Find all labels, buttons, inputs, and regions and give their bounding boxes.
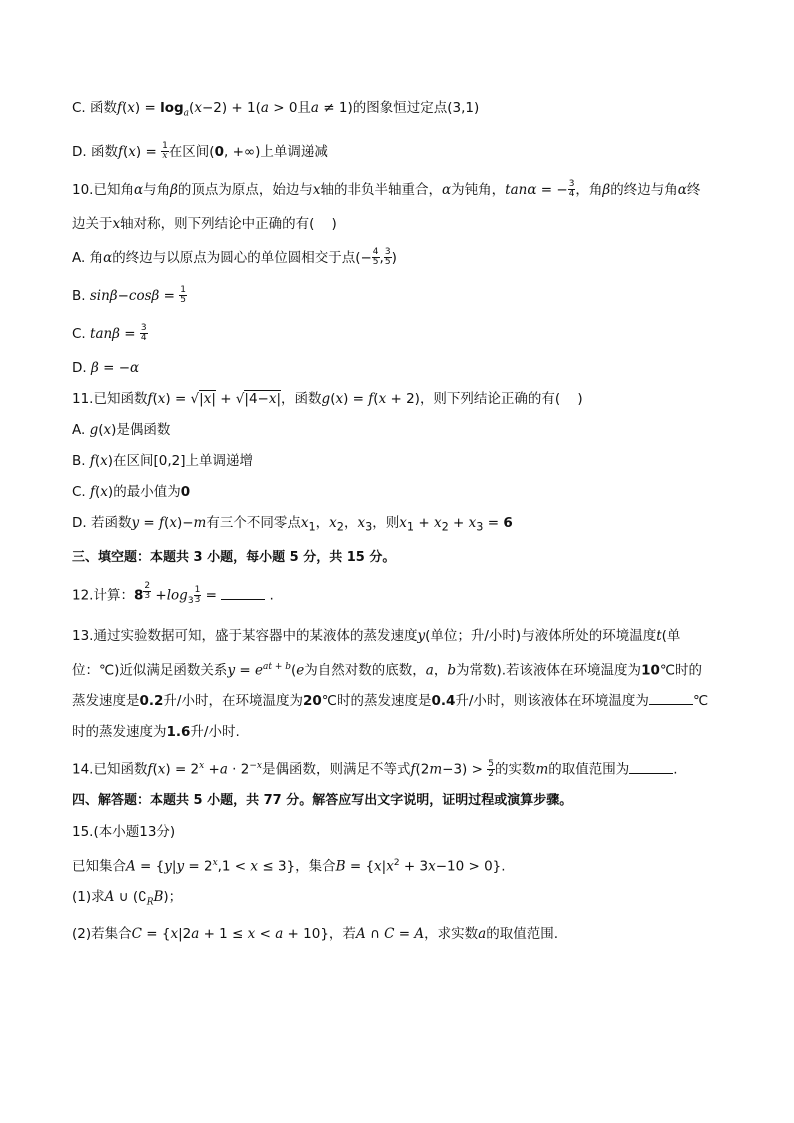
question-11: 11.已知函数f(x) = √|x| + √|4−x|，函数g(x) = f(x + 2)，则下列结论正确的有( ) xyxy=(72,390,583,407)
question-15-stem: 已知集合$A = \{y|y = 2^x,1 < x \le 3\}$，集合$B = \{x|x^2 + 3x-10 > 0\}$. xyxy=(72,857,506,875)
section-4-heading: 四、解答题：本题共 5 小题，共 77 分。解答应写出文字说明，证明过程或演算步骤。 xyxy=(72,792,573,808)
option-10d: D. β = −α xyxy=(72,359,140,376)
option-11a: A. g(x)是偶函数 xyxy=(72,421,171,438)
question-13-line2: 位：℃)近似满足函数关系$y = e^{at + b}(e$为自然对数的底数，a，b为常数).若该液体在环境温度为10℃时的 xyxy=(72,661,703,679)
option-9d: D. 函数f(x) = $\frac{1}{x}$ 在区间(0, +∞)上单调递减 xyxy=(72,141,328,162)
option-10c: C. tanβ = $\frac{3}{4}$ xyxy=(72,323,147,344)
question-13-line4: 时的蒸发速度为1.6升/小时. xyxy=(72,724,240,741)
question-14: 14.已知函数$f(x) = 2^x +a \cdot 2^{-x}$是偶函数，则满足不等式f(2m−3) > $\frac{5}{2}$ 的实数m的取值范围为 . xyxy=(72,759,678,780)
option-9c: C. 函数$f(x) = \log_a(x-2) + 1(a > 0$且a ≠ 1)的图象恒过定点(3,1) xyxy=(72,100,480,119)
option-11b: B. f(x)在区间[0,2]上单调递增 xyxy=(72,452,254,469)
exam-page xyxy=(72,98,722,944)
question-12: 12.计算：8 $^{\frac{2}{3}}$ $+\log_3$ $\frac{1}{3}$ = . xyxy=(72,581,274,607)
question-15-title: 15.(本小题13分) xyxy=(72,823,176,840)
option-11c: C. f(x)的最小值为0 xyxy=(72,483,191,500)
question-10-line2: 边关于x轴对称，则下列结论中正确的有( ) xyxy=(72,215,337,232)
option-10a: A. 角α的终边与以原点为圆心的单位圆相交于点(− $\frac{4}{5}$ , $\frac{3}{5}$ ) xyxy=(72,247,397,268)
option-11d: D. 若函数y = f(x)−m有三个不同零点$x_1$，$x_2$，$x_3$，则$x_1 + x_2 + x_3 = 6$ xyxy=(72,514,513,534)
question-15-part2: (2)若集合C = {x|2a + 1 ≤ x < a + 10}，若A ∩ C = A，求实数a的取值范围. xyxy=(72,925,559,942)
question-13-line1: 13.通过实验数据可知，盛于某容器中的某液体的蒸发速度y(单位；升/小时)与液体所处的环境温度t(单 xyxy=(72,627,681,644)
section-3-heading: 三、填空题：本题共 3 小题，每小题 5 分，共 15 分。 xyxy=(72,550,396,566)
question-15-part1: (1)求A ∪ $(∁_RB)$； xyxy=(72,889,183,908)
question-13-line3: 蒸发速度是0.2升/小时，在环境温度为20℃时的蒸发速度是0.4升/小时，则该液体在环境温度为 ℃ xyxy=(72,693,709,710)
option-10b: B. sinβ−cosβ = $\frac{1}{5}$ xyxy=(72,285,186,306)
question-10-line1: 10.已知角α与角β的顶点为原点，始边与x轴的非负半轴重合，α为钝角，tanα = − $\frac{3}{4}$ ，角β的终边与角α终 xyxy=(72,179,701,200)
